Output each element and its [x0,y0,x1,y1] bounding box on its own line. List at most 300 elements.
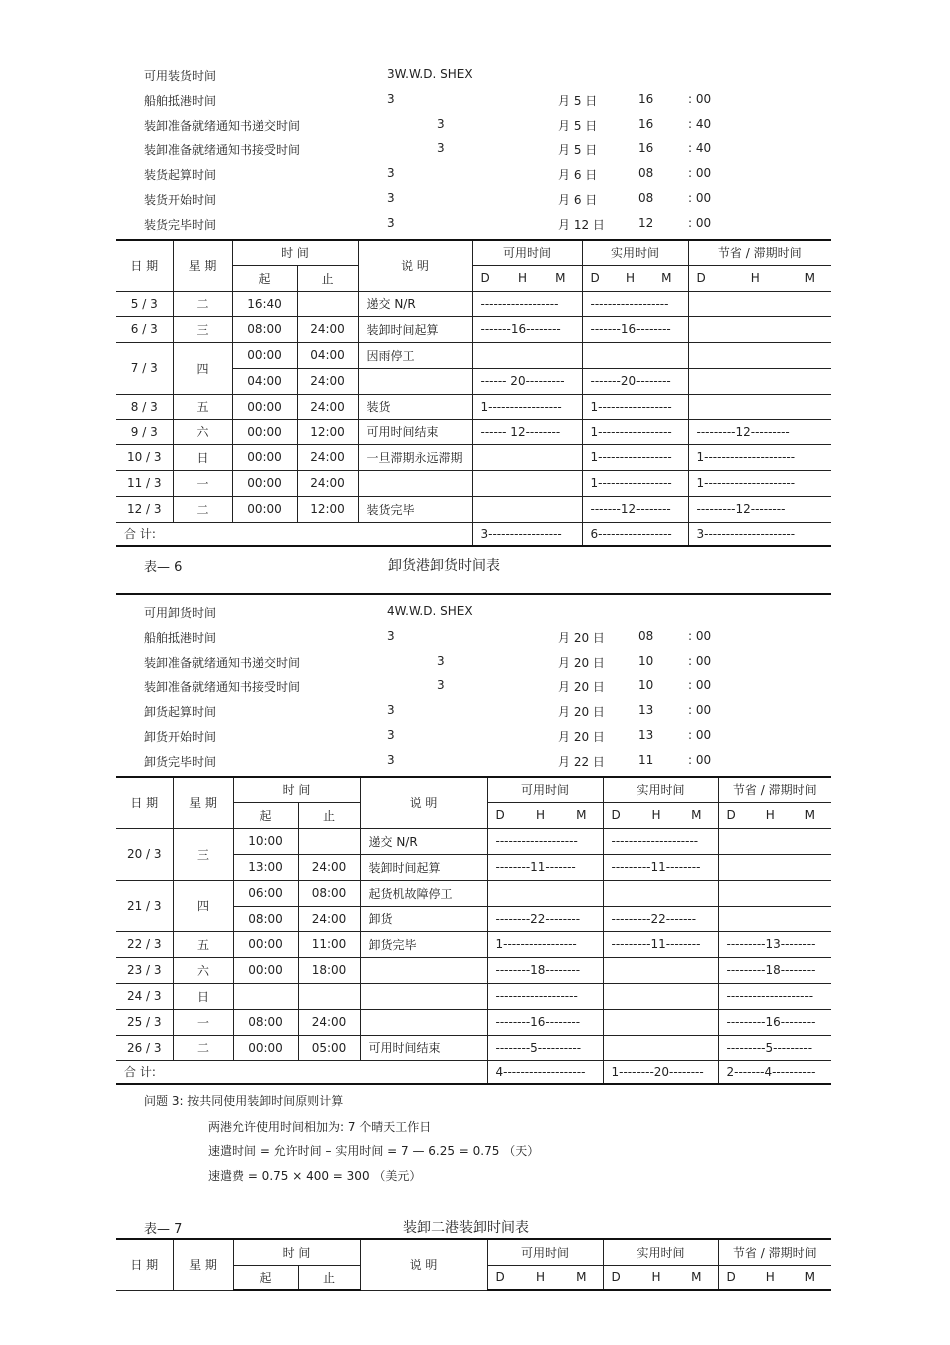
saved-cell [688,394,831,419]
header-to: 止 [298,1265,360,1290]
avail-cell: --------16-------- [487,1009,603,1035]
used-cell [603,983,718,1009]
dhm-h: H [535,808,545,822]
desc-cell [358,368,472,394]
used-cell: -------20-------- [582,368,688,394]
info-row [0,166,950,186]
info-md: 月 20 日 [558,655,605,670]
info-md: 月 22 日 [558,754,605,769]
desc-cell: 卸货完毕 [360,931,487,957]
avail-cell: --------18-------- [487,957,603,983]
dhm-header [718,1265,831,1290]
info-mm: : 40 [688,141,712,156]
weekday-cell: 日 [173,444,232,470]
used-cell: 1----------------- [582,444,688,470]
info-row [0,92,950,112]
info-c1: 3 [387,91,395,106]
to-cell [298,983,360,1009]
info-label: 可用卸货时间 [144,606,217,620]
from-cell: 00:00 [232,419,297,444]
from-cell: 00:00 [233,931,298,957]
to-cell: 24:00 [297,444,358,470]
dhm-d: D [611,1270,621,1285]
to-cell: 24:00 [297,470,358,496]
used-cell: ---------22------- [603,906,718,931]
to-cell: 24:00 [298,906,360,931]
to-cell [297,291,358,316]
dhm-d: D [590,271,600,285]
date-cell: 5 / 3 [116,291,173,316]
to-cell: 08:00 [298,880,360,906]
from-cell: 00:00 [233,1035,298,1060]
weekday-cell: 二 [173,291,232,316]
from-cell: 00:00 [232,496,297,522]
used-cell: ---------11-------- [603,931,718,957]
avail-cell: --------5---------- [487,1035,603,1060]
info-row [0,604,950,624]
date-cell: 8 / 3 [116,394,173,419]
dhm-m: M [804,271,815,285]
total-row [116,522,831,546]
used-cell [582,342,688,368]
info-mm: : 00 [688,628,712,643]
dhm-h: H [750,271,760,285]
saved-cell [688,291,831,316]
saved-cell [718,906,831,931]
info-mm: : 00 [688,653,712,668]
info-md: 月 20 日 [558,680,605,695]
header-weekday: 星 期 [173,240,232,291]
avail-cell [472,470,582,496]
dhm-d: D [611,808,621,822]
to-cell: 24:00 [297,394,358,419]
avail-cell: --------22-------- [487,906,603,931]
info-hh: 08 [638,191,654,205]
date-cell: 12 / 3 [116,496,173,522]
avail-cell: ------ 12-------- [472,419,582,444]
avail-cell [472,342,582,368]
desc-cell [358,470,472,496]
info-c2: 3 [437,653,445,668]
avail-cell: --------11------- [487,854,603,880]
dhm-header [582,265,688,291]
dhm-h: H [651,1270,661,1285]
desc-cell: 可用时间结束 [360,1035,487,1060]
info-c1: 3 [387,628,395,643]
info-c1: 3 [387,191,395,205]
info-md: 月 20 日 [558,630,605,645]
header-time: 时 间 [233,1239,360,1265]
table-row [116,419,831,444]
info-label: 装卸准备就绪通知书递交时间 [144,118,301,133]
table7-title: 装卸二港装卸时间表 [403,1220,529,1236]
dhm-d: D [480,271,490,285]
info-mm: : 00 [688,703,712,718]
from-cell: 00:00 [232,394,297,419]
saved-cell: ---------13-------- [718,931,831,957]
dhm-header [718,802,831,828]
avail-cell [472,496,582,522]
info-c1: 4W.W.D. SHEX [387,604,473,618]
info-row [0,753,950,773]
info-label: 装货开始时间 [144,193,217,207]
total-avail: 4------------------- [487,1060,603,1084]
info-label: 船舶抵港时间 [144,93,217,108]
dhm-m: M [576,1270,587,1285]
table-row [116,983,831,1009]
dhm-header [603,802,718,828]
info-row [0,654,950,674]
to-cell [298,828,360,854]
table-row [116,828,831,854]
info-row [0,728,950,748]
dhm-h: H [651,808,661,822]
saved-cell: ---------18-------- [718,957,831,983]
desc-cell: 一旦滞期永远滞期 [358,444,472,470]
info-mm: : 00 [688,166,712,181]
table-row [116,394,831,419]
from-cell: 10:00 [233,828,298,854]
dhm-m: M [804,1270,815,1285]
desc-cell [360,1009,487,1035]
info-c2: 3 [437,141,445,156]
weekday-cell: 日 [173,983,233,1009]
dhm-m: M [691,808,702,822]
used-cell [603,880,718,906]
info-row [0,703,950,723]
info-md: 月 20 日 [558,705,605,720]
info-hh: 10 [638,653,654,668]
table-row [116,342,831,368]
info-row [0,678,950,698]
header-avail: 可用时间 [487,1239,603,1265]
desc-cell: 装货完毕 [358,496,472,522]
info-row [0,141,950,161]
info-c1: 3 [387,728,395,742]
from-cell: 00:00 [232,342,297,368]
from-cell: 08:00 [233,1009,298,1035]
desc-cell: 递交 N/R [360,828,487,854]
dhm-m: M [661,271,672,285]
saved-cell [688,368,831,394]
info-label: 船舶抵港时间 [144,630,217,645]
header-avail: 可用时间 [487,777,603,802]
info-label: 卸货开始时间 [144,730,217,744]
weekday-cell: 六 [173,957,233,983]
table-row [116,470,831,496]
dhm-m: M [555,271,566,285]
table7-label: 表— 7 [144,1222,183,1237]
date-cell: 21 / 3 [116,880,173,931]
info-md: 月 6 日 [558,193,598,207]
used-cell: 1----------------- [582,470,688,496]
weekday-cell: 三 [173,828,233,880]
table-row [116,496,831,522]
info-md: 月 20 日 [558,730,605,744]
dhm-d: D [696,271,706,285]
total-avail: 3----------------- [472,522,582,546]
header-from: 起 [233,1265,298,1290]
two-port-time-table [116,1238,831,1291]
weekday-cell: 六 [173,419,232,444]
info-label: 装货起算时间 [144,168,217,183]
total-saved: 3--------------------- [688,522,831,546]
saved-cell [688,316,831,342]
used-cell [603,1035,718,1060]
header-to: 止 [297,265,358,291]
total-row [116,1060,831,1084]
saved-cell: -------------------- [718,983,831,1009]
avail-cell: 1----------------- [472,394,582,419]
info-c2: 3 [437,116,445,131]
header-used: 实用时间 [603,1239,718,1265]
avail-cell: 1----------------- [487,931,603,957]
discharging-time-table [116,776,831,1085]
from-cell: 06:00 [233,880,298,906]
info-row [0,629,950,649]
desc-cell: 因雨停工 [358,342,472,368]
info-label: 装货完毕时间 [144,217,217,232]
weekday-cell: 四 [173,880,233,931]
saved-cell: 1--------------------- [688,470,831,496]
info-c1: 3 [387,703,395,718]
info-hh: 10 [638,678,654,693]
total-saved: 2-------4---------- [718,1060,831,1084]
info-row [0,191,950,211]
to-cell: 24:00 [298,854,360,880]
info-hh: 11 [638,752,654,767]
used-cell [603,957,718,983]
info-mm: : 00 [688,215,712,230]
weekday-cell: 五 [173,394,232,419]
date-cell: 11 / 3 [116,470,173,496]
info-label: 卸货起算时间 [144,705,217,720]
saved-cell: ---------12-------- [688,496,831,522]
saved-cell [688,342,831,368]
info-c1: 3 [387,752,395,767]
info-hh: 08 [638,166,654,181]
saved-cell [718,880,831,906]
dhm-header [688,265,831,291]
info-mm: : 00 [688,678,712,693]
info-mm: : 00 [688,191,712,205]
header-saved: 节省 / 滞期时间 [718,777,831,802]
info-md: 月 12 日 [558,217,605,232]
header-time: 时 间 [233,777,360,802]
info-label: 装卸准备就绪通知书接受时间 [144,143,301,158]
date-cell: 22 / 3 [116,931,173,957]
weekday-cell: 五 [173,931,233,957]
desc-cell: 装卸时间起算 [358,316,472,342]
avail-cell: ------------------- [487,983,603,1009]
total-used: 6----------------- [582,522,688,546]
header-desc: 说 明 [358,240,472,291]
weekday-cell: 二 [173,1035,233,1060]
header-date: 日 期 [116,1239,173,1290]
weekday-cell: 二 [173,496,232,522]
desc-cell: 卸货 [360,906,487,931]
date-cell: 6 / 3 [116,316,173,342]
header-saved: 节省 / 滞期时间 [718,1239,831,1265]
saved-cell [718,828,831,854]
desc-cell: 起货机故障停工 [360,880,487,906]
from-cell: 16:40 [232,291,297,316]
used-cell: -------------------- [603,828,718,854]
info-md: 月 5 日 [558,118,598,133]
used-cell: 1----------------- [582,419,688,444]
to-cell: 24:00 [298,1009,360,1035]
dhm-d: D [495,1270,505,1285]
from-cell: 04:00 [232,368,297,394]
table-row [116,880,831,906]
info-hh: 13 [638,703,654,718]
desc-cell: 可用时间结束 [358,419,472,444]
info-hh: 16 [638,116,654,131]
info-hh: 12 [638,215,654,230]
table-row [116,931,831,957]
used-cell: ------------------ [582,291,688,316]
table-row [116,957,831,983]
saved-cell: ---------16-------- [718,1009,831,1035]
dhm-d: D [726,808,736,822]
date-cell: 9 / 3 [116,419,173,444]
header-avail: 可用时间 [472,240,582,265]
table-row [116,1035,831,1060]
dhm-m: M [804,808,815,822]
from-cell: 00:00 [232,470,297,496]
date-cell: 7 / 3 [116,342,173,394]
avail-cell [472,444,582,470]
table6-title: 卸货港卸货时间表 [388,558,500,574]
info-md: 月 6 日 [558,168,598,183]
from-cell: 00:00 [233,957,298,983]
desc-cell [360,957,487,983]
info-c1: 3 [387,215,395,230]
date-cell: 23 / 3 [116,957,173,983]
date-cell: 20 / 3 [116,828,173,880]
desc-cell: 递交 N/R [358,291,472,316]
dhm-h: H [765,1270,775,1285]
total-label: 合 计: [116,1060,487,1084]
header-time: 时 间 [232,240,358,265]
info-mm: : 00 [688,91,712,106]
desc-cell: 装卸时间起算 [360,854,487,880]
info-hh: 16 [638,141,654,156]
loading-time-table [116,239,831,547]
dhm-m: M [576,808,587,822]
info-label: 装卸准备就绪通知书递交时间 [144,655,301,670]
saved-cell: ---------12--------- [688,419,831,444]
saved-cell [718,854,831,880]
header-to: 止 [298,802,360,828]
info-hh: 16 [638,91,654,106]
question3-title: 问题 3: 按共同使用装卸时间原则计算 [144,1094,344,1108]
weekday-cell: 三 [173,316,232,342]
to-cell: 12:00 [297,419,358,444]
date-cell: 26 / 3 [116,1035,173,1060]
desc-cell [360,983,487,1009]
saved-cell: 1--------------------- [688,444,831,470]
dhm-h: H [765,808,775,822]
info-hh: 13 [638,728,654,742]
used-cell: 1----------------- [582,394,688,419]
header-desc: 说 明 [360,777,487,828]
info-row [0,216,950,236]
header-weekday: 星 期 [173,777,233,828]
from-cell: 08:00 [232,316,297,342]
table-row [116,316,831,342]
total-used: 1--------20-------- [603,1060,718,1084]
avail-cell: ------------------- [487,828,603,854]
info-label: 卸货完毕时间 [144,754,217,769]
dhm-header [487,1265,603,1290]
to-cell: 24:00 [297,368,358,394]
info-mm: : 40 [688,116,712,131]
from-cell: 13:00 [233,854,298,880]
dhm-h: H [625,271,635,285]
dhm-h: H [517,271,527,285]
header-from: 起 [232,265,297,291]
dhm-header [603,1265,718,1290]
dhm-d: D [495,808,505,822]
to-cell: 04:00 [297,342,358,368]
dhm-header [472,265,582,291]
info-md: 月 5 日 [558,93,598,108]
date-cell: 10 / 3 [116,444,173,470]
header-date: 日 期 [116,777,173,828]
info-hh: 08 [638,628,654,643]
weekday-cell: 一 [173,470,232,496]
from-cell: 00:00 [232,444,297,470]
info-label: 装卸准备就绪通知书接受时间 [144,680,301,695]
table-row [116,291,831,316]
avail-cell: ------------------ [472,291,582,316]
header-desc: 说 明 [360,1239,487,1290]
info-label: 可用装货时间 [144,69,217,83]
info-c2: 3 [437,678,445,693]
saved-cell: ---------5--------- [718,1035,831,1060]
question3-line1: 两港允许使用时间相加为: 7 个晴天工作日 [208,1120,432,1134]
dhm-header [487,802,603,828]
used-cell [603,1009,718,1035]
header-saved: 节省 / 滞期时间 [688,240,831,265]
dhm-h: H [535,1270,545,1285]
header-used: 实用时间 [582,240,688,265]
question3-line3: 速遣费 = 0.75 × 400 = 300 （美元） [208,1169,422,1183]
total-label: 合 计: [116,522,472,546]
info-row [0,117,950,137]
to-cell: 18:00 [298,957,360,983]
dhm-d: D [726,1270,736,1285]
avail-cell: -------16-------- [472,316,582,342]
table6-label: 表— 6 [144,560,183,575]
to-cell: 11:00 [298,931,360,957]
used-cell: -------16-------- [582,316,688,342]
dhm-m: M [691,1270,702,1285]
avail-cell: ------ 20--------- [472,368,582,394]
info-c1: 3 [387,166,395,181]
divider [116,593,831,595]
to-cell: 05:00 [298,1035,360,1060]
info-row [0,67,950,87]
header-weekday: 星 期 [173,1239,233,1290]
to-cell: 24:00 [297,316,358,342]
header-date: 日 期 [116,240,173,291]
desc-cell: 装货 [358,394,472,419]
table-row [116,1009,831,1035]
weekday-cell: 一 [173,1009,233,1035]
info-c1: 3W.W.D. SHEX [387,67,473,81]
